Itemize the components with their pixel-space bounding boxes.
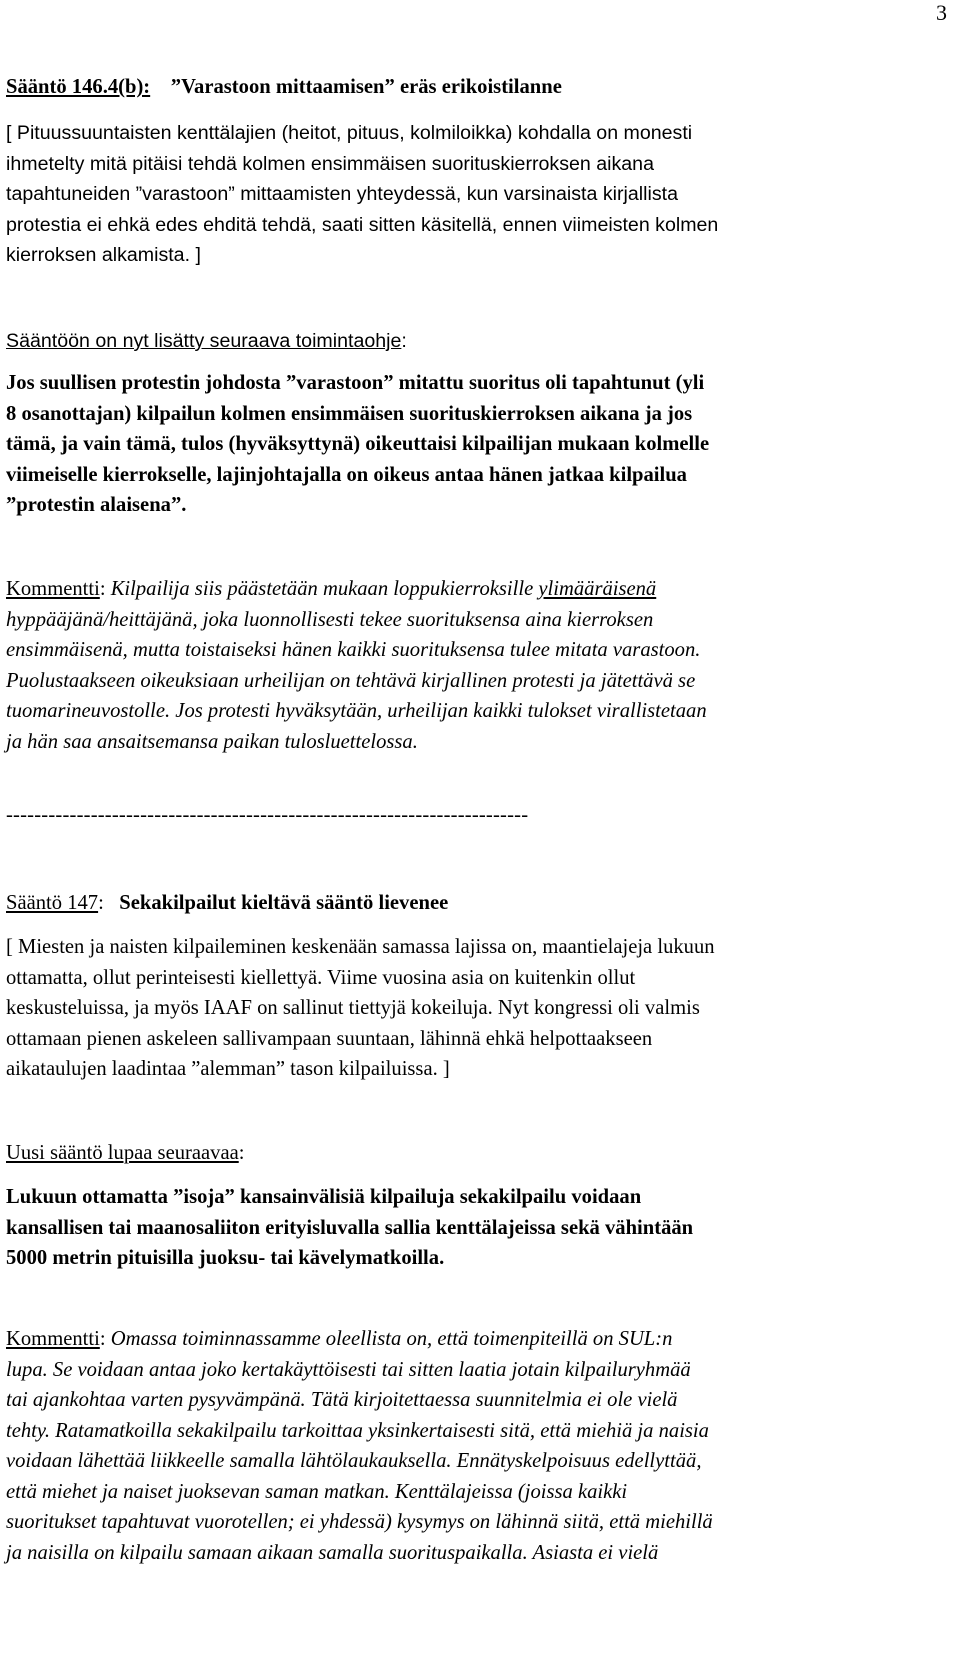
rule-147-text (6, 1182, 946, 1274)
comment-underlined-word: ylimääräisenä (538, 578, 657, 600)
comment-first-line (6, 1324, 946, 1355)
comment-label: Kommentti (6, 578, 100, 600)
intro-line: keskusteluissa, ja myös IAAF on sallinut tiettyjä kokeiluja. Nyt kongressi oli valmis (6, 997, 700, 1019)
rule-147-colon: : (98, 892, 104, 914)
rule-147-new-rule-label (6, 1138, 946, 1169)
rule-line: Lukuun ottamatta ”isoja” kansainvälisiä kilpailuja sekakilpailu voidaan (6, 1186, 642, 1208)
comment-line: lupa. Se voidaan antaa joko kertakäyttöisesti tai sitten laatia jotain kilpailuryhmää (6, 1358, 691, 1381)
comment-line: suoritukset tapahtuvat vuorotellen; ei yhdessä) kysymys on lähinnä siitä, että miehillä (6, 1511, 713, 1533)
rule-146-label: Sääntö 146.4(b): (6, 76, 151, 98)
comment-line: ja hän saa ansaitsemansa paikan tulosluettelossa. (6, 730, 418, 753)
rule-146-comment (6, 574, 946, 757)
comment-line: voidaan lähettää liikkeelle samalla lähtölaukauksella. Ennätyskelpoisuus edellyttää, (6, 1450, 702, 1472)
rule-146-heading (6, 72, 946, 103)
comment-line: tehty. Ratamatkoilla sekakilpailu tarkoittaa yksinkertaisesti sitä, että miehiä ja naisia (6, 1419, 709, 1442)
rule-147-intro (6, 932, 946, 1085)
addition-label-colon: : (401, 330, 407, 352)
rule-146-addition-label (6, 326, 946, 357)
new-rule-label-text: Uusi sääntö lupaa seuraavaa (6, 1142, 239, 1164)
rule-147-heading (6, 888, 946, 919)
comment-line: että miehet ja naiset juoksevan saman matkan. Kenttälajeissa (joissa kaikki (6, 1480, 628, 1503)
intro-line: protestia ei ehkä edes ehditä tehdä, saati sitten käsitellä, ennen viimeisten kolmen (6, 213, 719, 236)
intro-line: tapahtuneiden ”varastoon” mittaamisten yhteydessä, kun varsinaista kirjallista (6, 183, 678, 205)
new-rule-label-colon: : (238, 1142, 245, 1164)
page-number: 3 (936, 0, 947, 25)
comment-line: hyppääjänä/heittäjänä, joka luonnollisesti tekee suorituksensa aina kierroksen (6, 608, 654, 631)
rule-line: viimeiselle kierrokselle, lajinjohtajalla on oikeus antaa hänen jatkaa kilpailua (6, 463, 687, 486)
comment-colon: : (99, 578, 106, 600)
rule-146-intro (6, 118, 946, 271)
comment-first-text: Omassa toiminnassamme oleellista on, että toimenpiteillä on SUL:n (105, 1328, 673, 1350)
rule-line: 5000 metrin pituisilla juoksu- tai kävelymatkoilla. (6, 1247, 445, 1269)
rule-line: ”protestin alaisena”. (6, 494, 187, 516)
intro-line: [ Pituussuuntaisten kenttälajien (heitot, pituus, kolmiloikka) kohdalla on monesti (6, 122, 693, 144)
intro-line: ihmetelty mitä pitäisi tehdä kolmen ensimmäisen suorituskierroksen aikana (6, 152, 654, 175)
comment-line: ja naisilla on kilpailu samaan aikaan samalla suorituspaikalla. Asiasta ei vielä (6, 1541, 659, 1564)
rule-147-title: Sekakilpailut kieltävä sääntö lievenee (119, 892, 449, 914)
intro-line: ottamaan pienen askeleen sallivampaan suuntaan, lähinnä ehkä helpottaakseen (6, 1027, 653, 1050)
comment-line: tai ajankohtaa varten pysyvämpänä. Tätä kirjoitettaessa suunnitelmia ei ole vielä (6, 1389, 678, 1411)
comment-line: tuomarineuvostolle. Jos protesti hyväksytään, urheilijan kaikki tulokset virallistetaan (6, 700, 707, 722)
comment-label: Kommentti (6, 1328, 100, 1350)
comment-first-text: Kilpailija siis päästetään mukaan loppukierroksille (105, 578, 539, 600)
section-separator: -------------------------------------------------------------------------- (6, 804, 529, 826)
rule-line: kansallisen tai maanosaliiton erityisluvalla sallia kenttälajeissa sekä vähintään (6, 1216, 694, 1239)
rule-147-comment (6, 1324, 946, 1568)
rule-147-label: Sääntö 147 (6, 892, 99, 914)
rule-line: Jos suullisen protestin johdosta ”varastoon” mitattu suoritus oli tapahtunut (yli (6, 372, 705, 394)
intro-line: [ Miesten ja naisten kilpaileminen keskenään samassa lajissa on, maantielajeja lukuun (6, 936, 715, 958)
comment-line: Puolustaakseen oikeuksiaan urheilijan on tehtävä kirjallinen protesti ja jätettävä se (6, 669, 696, 692)
intro-line: aikataulujen laadintaa ”alemman” tason kilpailuissa. ] (6, 1058, 450, 1080)
intro-line: kierroksen alkamista. ] (6, 244, 201, 266)
rule-146-title: ”Varastoon mittaamisen” eräs erikoistilanne (170, 76, 562, 98)
comment-colon: : (99, 1328, 106, 1350)
addition-label-text: Sääntöön on nyt lisätty seuraava toimintaohje (6, 330, 402, 352)
comment-line: ensimmäisenä, mutta toistaiseksi hänen kaikki suorituksensa tulee mitata varastoon. (6, 639, 701, 661)
rule-line: 8 osanottajan) kilpailun kolmen ensimmäisen suorituskierroksen aikana ja jos (6, 402, 693, 425)
rule-146-text (6, 368, 946, 521)
intro-line: ottamatta, ollut perinteisesti kiellettyä. Viime vuosina asia on kuitenkin ollut (6, 966, 636, 989)
comment-first-line (6, 574, 946, 605)
rule-line: tämä, ja vain tämä, tulos (hyväksyttynä) oikeuttaisi kilpailijan mukaan kolmelle (6, 433, 710, 455)
